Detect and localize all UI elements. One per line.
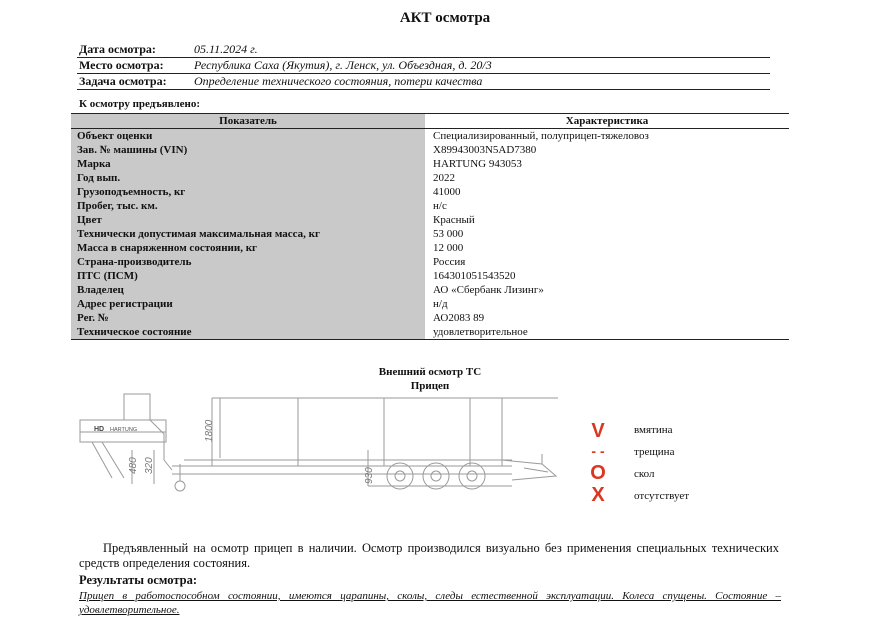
table-row — [71, 213, 789, 227]
table-row — [71, 185, 789, 199]
row-key: Технически допустимая максимальная масса, кг — [71, 227, 425, 241]
row-value: HARTUNG 943053 — [425, 157, 789, 171]
results-text: Прицеп в работоспособном состоянии, имеются царапины, сколы, следы естественной эксплуатации. Колеса спущены. Состояние – удовлетворительное. — [79, 590, 781, 616]
row-value: удовлетворительное — [425, 325, 789, 340]
row-value: АО2083 89 — [425, 311, 789, 325]
row-value: 53 000 — [425, 227, 789, 241]
info-value: Республика Саха (Якутия), г. Ленск, ул. Объездная, д. 20/3 — [194, 58, 492, 72]
table-row — [71, 199, 789, 213]
table-row — [71, 297, 789, 311]
row-value: X89943003N5AD7380 — [425, 143, 789, 157]
row-value: Красный — [425, 213, 789, 227]
row-key: Объект оценки — [71, 129, 425, 144]
info-row-task — [77, 74, 770, 90]
header-indicator: Показатель — [71, 114, 425, 129]
table-row — [71, 227, 789, 241]
row-value: Россия — [425, 255, 789, 269]
info-row-date — [77, 42, 770, 58]
dim-320: 320 — [144, 457, 155, 474]
trailer-brand: HARTUNG — [110, 427, 138, 433]
table-header-row — [71, 114, 789, 129]
legend-chip-icon: O — [590, 462, 606, 484]
table-row — [71, 311, 789, 325]
info-label: Дата осмотра: — [79, 42, 156, 56]
row-key: Адрес регистрации — [71, 297, 425, 311]
legend-crack-label: трещина — [634, 446, 675, 458]
results-title: Результаты осмотра: — [79, 573, 197, 587]
legend-chip-label: скол — [634, 468, 655, 480]
dim-930: 930 — [364, 467, 375, 484]
presented-label: К осмотру предъявлено: — [79, 98, 201, 110]
table-row — [71, 157, 789, 171]
table-row — [71, 283, 789, 297]
info-row-place — [77, 58, 770, 74]
row-key: Цвет — [71, 213, 425, 227]
row-key: Рег. № — [71, 311, 425, 325]
row-value: Специализированный, полуприцеп-тяжеловоз — [425, 129, 789, 144]
row-key: Зав. № машины (VIN) — [71, 143, 425, 157]
dim-1800: 1800 — [204, 419, 215, 442]
exterior-subtitle: Прицеп — [410, 380, 450, 392]
table-row — [71, 255, 789, 269]
info-value: 05.11.2024 г. — [194, 42, 258, 56]
row-key: Техническое состояние — [71, 325, 425, 340]
row-key: Страна-производитель — [71, 255, 425, 269]
row-key: Год вып. — [71, 171, 425, 185]
document-title: АКТ осмотра — [399, 10, 491, 26]
legend-dent-icon: V — [591, 420, 605, 442]
legend-dent-label: вмятина — [634, 424, 673, 436]
row-value: 2022 — [425, 171, 789, 185]
row-key: Пробег, тыс. км. — [71, 199, 425, 213]
inspection-paragraph: Предъявленный на осмотр прицеп в наличии. Осмотр производился визуально без применения специальных технических средств определения состояния. — [79, 541, 779, 570]
row-key: Масса в снаряженном состоянии, кг — [71, 241, 425, 255]
dim-480: 480 — [128, 457, 139, 474]
table-row — [71, 241, 789, 255]
row-value: 41000 — [425, 185, 789, 199]
table-row — [71, 171, 789, 185]
exterior-title: Внешний осмотр ТС — [378, 366, 482, 378]
spec-table — [71, 113, 789, 340]
table-row — [71, 325, 789, 340]
row-key: ПТС (ПСМ) — [71, 269, 425, 283]
info-label: Задача осмотра: — [79, 74, 167, 88]
table-row — [71, 143, 789, 157]
table-row — [71, 129, 789, 144]
legend-missing-label: отсутствует — [634, 490, 690, 502]
row-value: 12 000 — [425, 241, 789, 255]
header-characteristic: Характеристика — [425, 114, 789, 129]
row-value: АО «Сбербанк Лизинг» — [425, 283, 789, 297]
row-key: Грузоподъемность, кг — [71, 185, 425, 199]
row-value: н/с — [425, 199, 789, 213]
table-row — [71, 269, 789, 283]
legend-crack-icon: - - — [591, 443, 605, 459]
row-key: Владелец — [71, 283, 425, 297]
row-value: 164301051543520 — [425, 269, 789, 283]
row-value: н/д — [425, 297, 789, 311]
legend-missing-icon: X — [591, 484, 605, 506]
row-key: Марка — [71, 157, 425, 171]
trailer-drawing — [72, 388, 572, 506]
trailer-logo: HD — [94, 426, 105, 433]
info-label: Место осмотра: — [79, 58, 164, 72]
info-value: Определение технического состояния, потери качества — [194, 74, 483, 88]
